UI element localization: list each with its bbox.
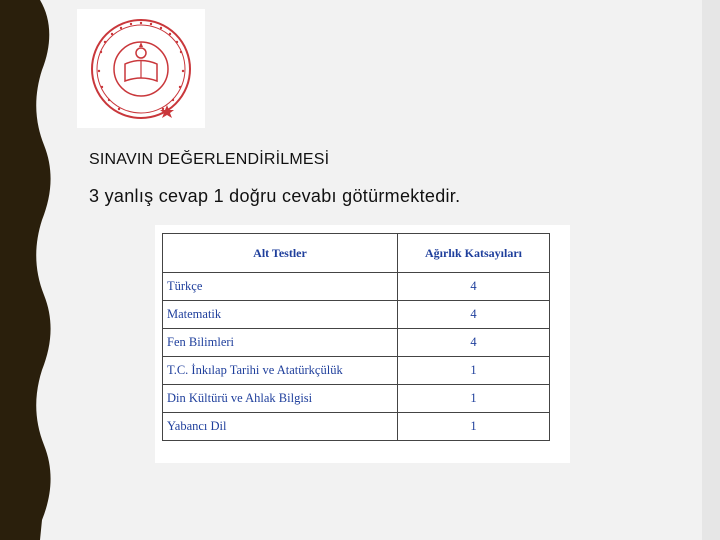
table-row [163,273,550,301]
weight-cell: 1 [398,357,550,385]
test-name-cell: Fen Bilimleri [163,329,398,357]
decorative-right-strip [702,0,720,540]
test-name-cell: Yabancı Dil [163,413,398,441]
test-name-cell: T.C. İnkılap Tarihi ve Atatürkçülük [163,357,398,385]
table-row [163,301,550,329]
table-row [163,385,550,413]
test-name-cell: Matematik [163,301,398,329]
weight-cell: 4 [398,301,550,329]
test-name-cell: Türkçe [163,273,398,301]
weight-cell: 4 [398,273,550,301]
section-heading: SINAVIN DEĞERLENDİRİLMESİ [89,151,330,168]
column-header-tests: Alt Testler [163,234,398,273]
table-row [163,329,550,357]
column-header-weights: Ağırlık Katsayıları [398,234,550,273]
weights-table [162,233,550,441]
weight-cell: 4 [398,329,550,357]
meb-seal-logo [77,9,205,128]
table-row [163,413,550,441]
table-header-row [163,234,550,273]
scoring-rule-text: 3 yanlış cevap 1 doğru cevabı götürmektedir. [89,186,461,206]
table-row [163,357,550,385]
weight-cell: 1 [398,413,550,441]
logo [77,9,205,128]
decorative-left-band [0,0,54,540]
test-name-cell: Din Kültürü ve Ahlak Bilgisi [163,385,398,413]
weights-table-panel [155,225,570,463]
weight-cell: 1 [398,385,550,413]
